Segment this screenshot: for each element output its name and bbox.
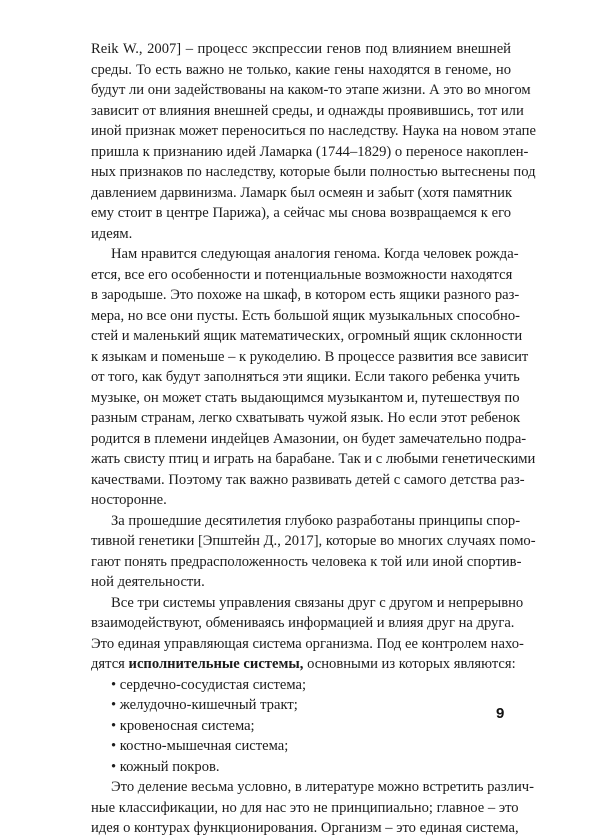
text-line: будут ли они задействованы на каком-то этапе жизни. А это во многом: [91, 82, 531, 98]
bullet-marker: •: [111, 758, 117, 775]
text-line: к языкам и поменьше – к рукоделию. В процессе развития все зависит: [91, 348, 529, 365]
text-line: Нам нравится следующая аналогия генома. Когда человек рожда-: [111, 246, 519, 262]
bullet-item: [91, 675, 511, 696]
bullet-text: костно-мышечная система;: [119, 738, 289, 754]
bullet-marker: •: [111, 697, 117, 713]
text-line: пришла к признанию идей Ламарка (1744–1829) о переносе накоплен-: [91, 143, 529, 160]
text-segment: дятся: [91, 656, 129, 672]
text-line: носторонне.: [91, 492, 167, 508]
text-line: качествами. Поэтому так важно развивать детей с самого детства раз-: [91, 471, 525, 488]
bullet-marker: •: [111, 717, 117, 734]
text-line: стей и маленький ящик математических, огромный ящик склонности: [91, 328, 523, 344]
text-line: Reik W., 2007] – процесс экспрессии генов под влиянием внешней: [91, 41, 511, 57]
bullet-item: [91, 757, 511, 778]
text-line: от того, как будут заполняться эти ящики. Если такого ребенка учить: [91, 369, 520, 385]
bullet-item: [91, 736, 511, 757]
text-line: музыке, он может стать выдающимся музыкантом и, путешествуя по: [91, 389, 520, 406]
text-line: родится в племени индейцев Амазонии, он будет замечательно подра-: [91, 430, 527, 447]
text-line: гают понять предрасположенность человека к той или иной спортив-: [91, 553, 522, 570]
text-line: Это деление весьма условно, в литературе можно встретить различ-: [111, 779, 534, 795]
text-line: взаимодействуют, обмениваясь информацией и влияя друг на друга.: [91, 615, 515, 631]
text-line: среды. То есть важно не только, какие гены находятся в геноме, но: [91, 61, 511, 78]
text-line: За прошедшие десятилетия глубоко разработаны принципы спор-: [111, 512, 521, 529]
text-line: [91, 654, 516, 675]
text-line: ных признаков по наследству, которые были полностью вытеснены под: [91, 164, 536, 180]
text-line: Все три системы управления связаны друг с другом и непрерывно: [111, 594, 524, 611]
text-line: зависит от влияния внешней среды, и однажды проявившись, тот или: [91, 102, 524, 119]
bullet-marker: •: [111, 676, 117, 693]
bullet-item: [91, 695, 511, 716]
text-line: ему стоит в центре Парижа), а сейчас мы снова возвращаемся к его: [91, 205, 511, 221]
bullet-marker: •: [111, 738, 117, 754]
page-number: 9: [496, 705, 505, 722]
bullet-text: желудочно-кишечный тракт;: [119, 697, 298, 713]
text-line: ные классификации, но для нас это не принципиально; главное – это: [91, 799, 519, 816]
text-segment: основными из которых являются:: [303, 656, 516, 672]
text-line: Это единая управляющая система организма. Под ее контролем нахо-: [91, 635, 524, 652]
text-line: ется, все его особенности и потенциальные возможности находятся: [91, 266, 513, 283]
bullet-text: кожный покров.: [119, 758, 220, 775]
text-line: жать свисту птиц и играть на барабане. Так и с любыми генетическими: [91, 451, 536, 467]
body-text: [91, 39, 536, 839]
text-line: в зародыше. Это похоже на шкаф, в котором есть ящики разного раз-: [91, 287, 520, 303]
text-line: тивной генетики [Эпштейн Д., 2017], которые во многих случаях помо-: [91, 533, 536, 549]
text-line: ной деятельности.: [91, 574, 205, 590]
text-line: разным странам, легко схватывать чужой язык. Но если этот ребенок: [91, 410, 521, 426]
bullet-text: кровеносная система;: [119, 717, 255, 734]
text-line: иной признак может переноситься по наследству. Наука на новом этапе: [91, 123, 536, 139]
bold-term: исполнительные системы,: [128, 656, 304, 672]
text-line: давлением дарвинизма. Ламарк был осмеян и забыт (хотя памятник: [91, 184, 513, 201]
text-line: идеям.: [91, 225, 133, 242]
bullet-text: сердечно-сосудистая система;: [119, 676, 307, 693]
bullet-item: [91, 716, 511, 737]
text-line: мера, но все они пусты. Есть большой ящик музыкальных способно-: [91, 307, 520, 324]
text-line: идея о контурах функционирования. Организм – это единая система,: [91, 820, 519, 836]
